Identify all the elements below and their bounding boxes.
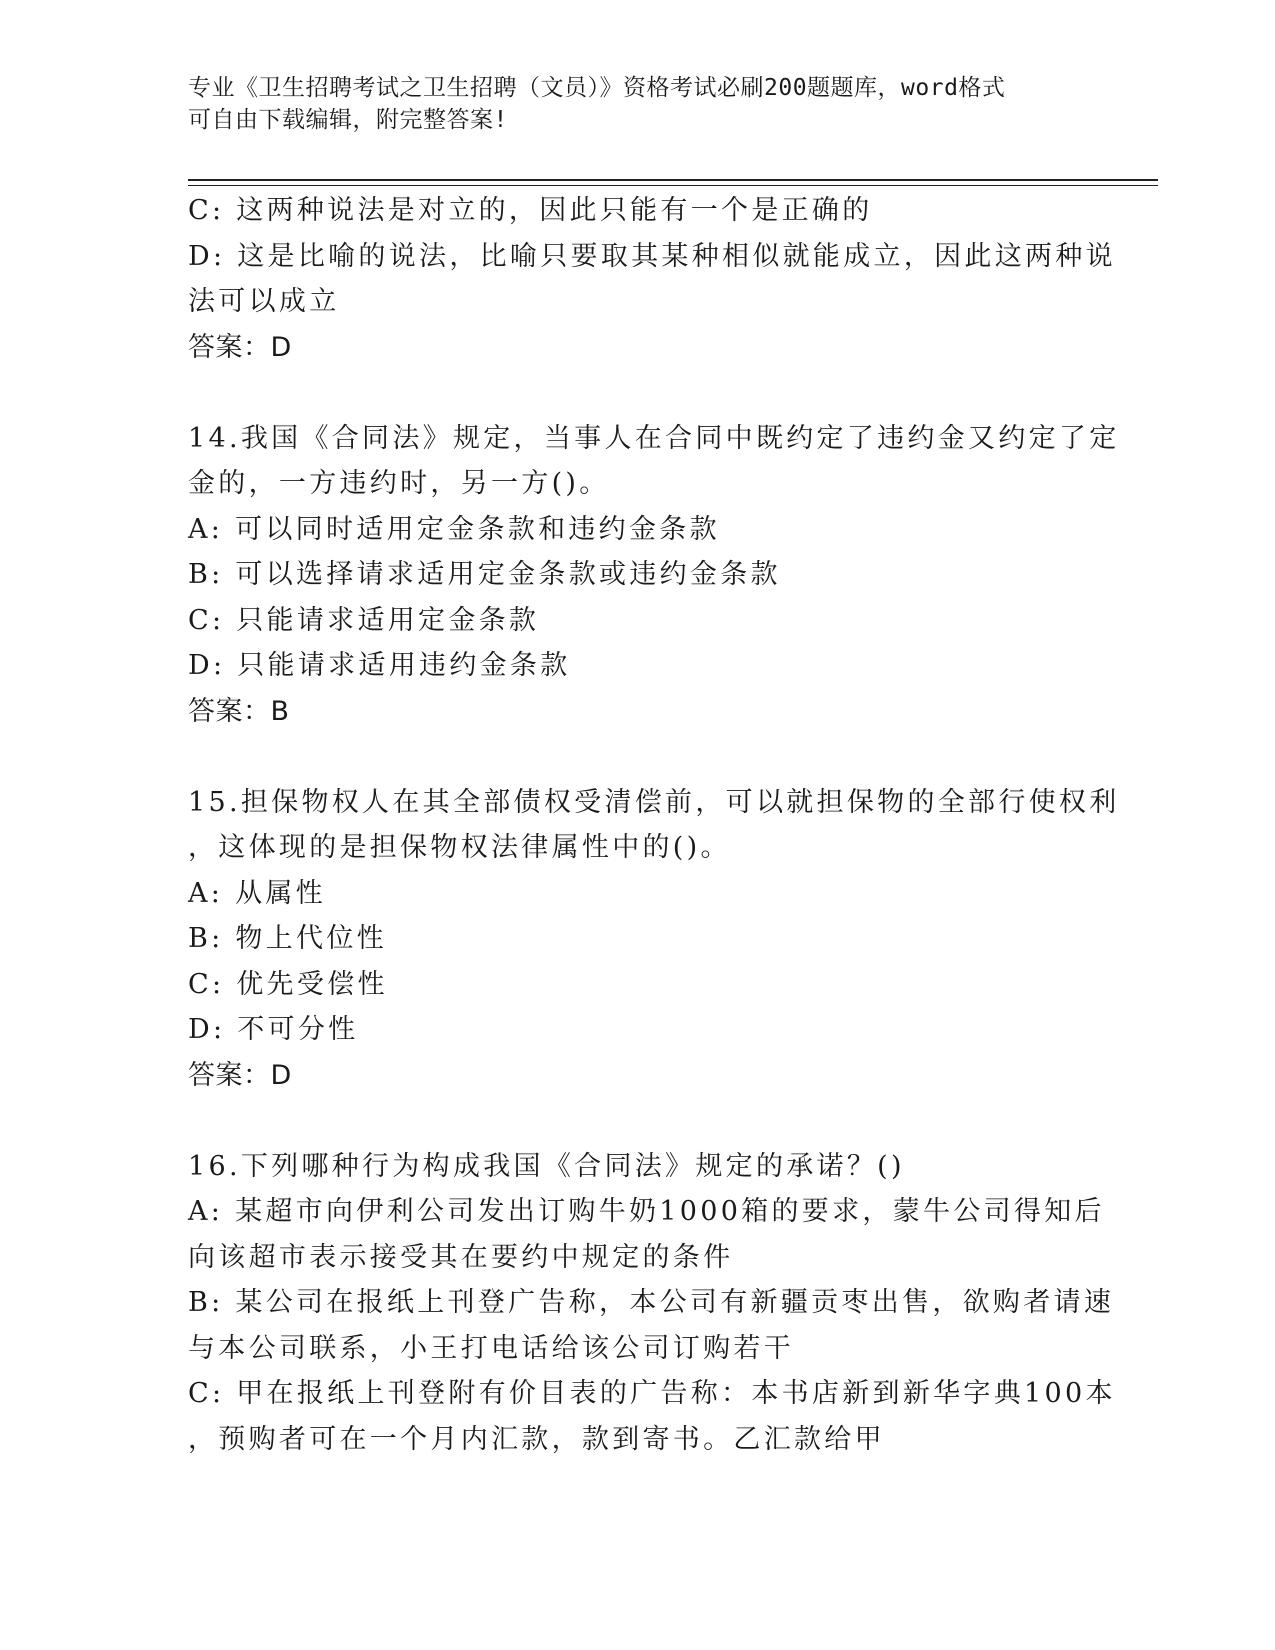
question-content: [188, 188, 1120, 1462]
q15-answer: 答案：D: [188, 1059, 292, 1091]
header-line-1: 专业《卫生招聘考试之卫生招聘（文员）》资格考试必刷200题题库，word格式: [188, 75, 1006, 101]
q15-option-a: A: 从属性: [188, 877, 326, 909]
q14-stem-line-2: 金的，一方违约时，另一方()。: [188, 468, 610, 499]
q14-option-b: B: 可以选择请求适用定金条款或违约金条款: [188, 559, 781, 590]
q13-answer: 答案：D: [188, 331, 292, 363]
q16-option-a-line-2: 向该超市表示接受其在要约中规定的条件: [188, 1241, 734, 1273]
question-15-block: [188, 780, 1120, 1099]
header-line-2: 可自由下载编辑，附完整答案!: [188, 107, 508, 133]
q16-option-b-line-2: 与本公司联系，小王打电话给该公司订购若干: [188, 1332, 794, 1364]
spacer: [188, 734, 1078, 780]
q16-option-a-line-1: A: 某超市向伊利公司发出订购牛奶1000箱的要求，蒙牛公司得知后: [188, 1196, 1105, 1227]
q15-option-c: C: 优先受偿性: [188, 968, 388, 1000]
question-13-block: [188, 188, 1116, 370]
q14-option-a: A: 可以同时适用定金条款和违约金条款: [188, 513, 720, 545]
q15-option-d: D: 不可分性: [188, 1014, 359, 1045]
spacer: [188, 1098, 1078, 1144]
header-divider-thin: [188, 185, 1158, 186]
q14-option-c: C: 只能请求适用定金条款: [188, 604, 540, 636]
q16-option-c-line-1: C: 甲在报纸上刊登附有价目表的广告称：本书店新到新华字典100本: [188, 1378, 1116, 1409]
q16-option-b-line-1: B: 某公司在报纸上刊登广告称，本公司有新疆贡枣出售，欲购者请速: [188, 1287, 1115, 1318]
q16-stem-line-1: 16.下列哪种行为构成我国《合同法》规定的承诺？(): [188, 1150, 905, 1182]
q16-option-c-line-2: ，预购者可在一个月内汇款，款到寄书。乙汇款给甲: [188, 1423, 885, 1455]
spacer: [188, 370, 1078, 416]
question-16-block: [188, 1144, 1116, 1463]
q13-option-c: C: 这两种说法是对立的，因此只能有一个是正确的: [188, 195, 873, 226]
q14-stem-line-1: 14.我国《合同法》规定，当事人在合同中既约定了违约金又约定了定: [188, 422, 1120, 454]
header-divider-thick: [188, 179, 1158, 181]
q15-stem-line-1: 15.担保物权人在其全部债权受清偿前，可以就担保物的全部行使权利: [188, 786, 1120, 818]
question-14-block: [188, 416, 1120, 735]
q14-answer: 答案：B: [188, 695, 290, 727]
q13-option-d-line-1: D: 这是比喻的说法，比喻只要取其某种相似就能成立，因此这两种说: [188, 240, 1116, 272]
page-header: [188, 72, 1068, 136]
q15-option-b: B: 物上代位性: [188, 923, 387, 954]
q15-stem-line-2: ，这体现的是担保物权法律属性中的()。: [188, 832, 731, 863]
q14-option-d: D: 只能请求适用违约金条款: [188, 650, 571, 681]
q13-option-d-line-2: 法可以成立: [188, 286, 340, 317]
